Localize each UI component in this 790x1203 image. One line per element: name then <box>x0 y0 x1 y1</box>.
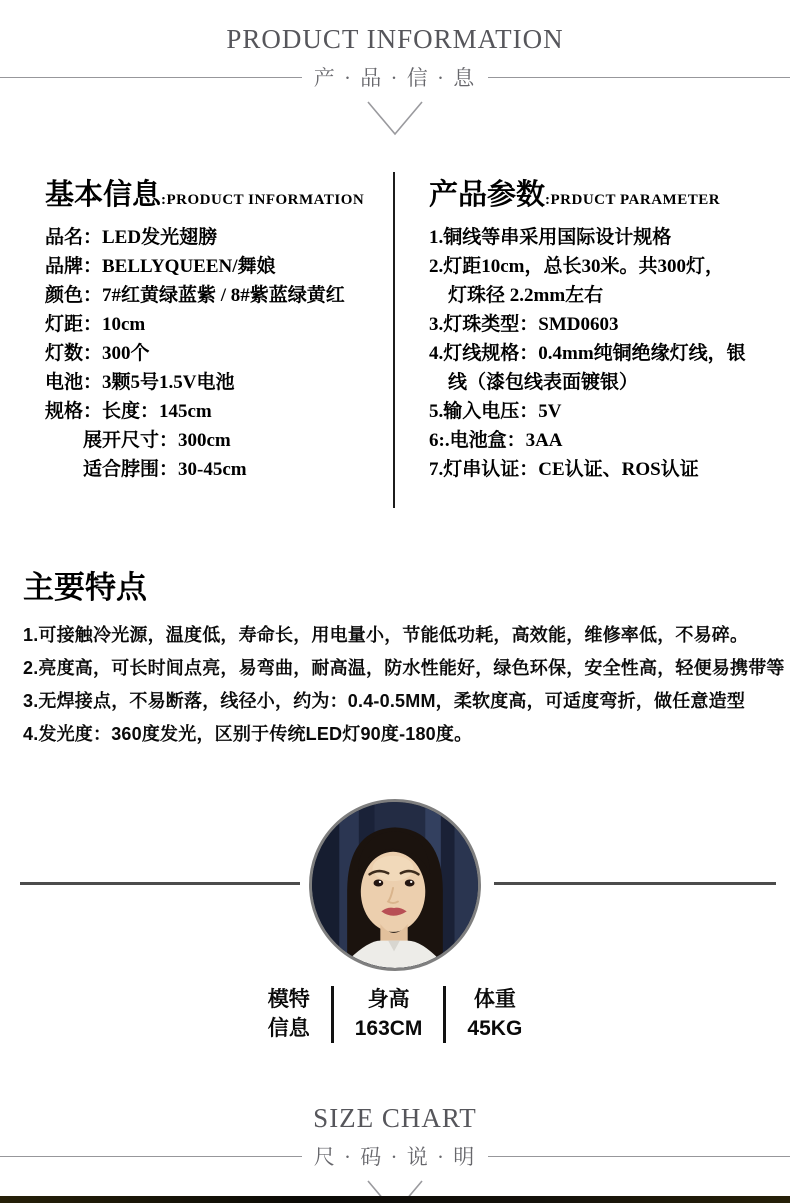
model-weight-cell <box>467 985 522 1043</box>
model-height-label: 身高 <box>367 988 410 1011</box>
basic-info-line: 灯距：10cm <box>45 314 146 335</box>
banner-rule-right <box>488 77 790 78</box>
features-title: 主要特点 <box>23 570 147 605</box>
features-list <box>23 619 785 751</box>
basic-info-subtitle: :PRODUCT INFORMATION <box>161 192 365 208</box>
banner-rule-left <box>0 77 302 78</box>
basic-info-line: 展开尺寸：300cm <box>83 430 231 451</box>
basic-info-line: 品名：LED发光翅膀 <box>45 227 218 248</box>
product-parameter-subtitle: :PRDUCT PARAMETER <box>545 192 721 208</box>
vertical-divider <box>443 986 446 1043</box>
model-photo-section <box>0 799 790 971</box>
size-chart-subtitle-row <box>0 1141 790 1171</box>
model-photo <box>309 799 481 971</box>
size-chart-title-zh: 尺 · 码 · 说 · 明 <box>313 1145 477 1169</box>
basic-info-line: 电池：3颗5号1.5V电池 <box>45 372 235 393</box>
banner-title-en: PRODUCT INFORMATION <box>226 24 564 54</box>
feature-line: 1.可接触冷光源，温度低，寿命长，用电量小，节能低功耗，高效能，维修率低，不易碎。 <box>23 625 749 645</box>
banner-title-zh: 产 · 品 · 信 · 息 <box>313 66 477 90</box>
banner-subtitle-row <box>0 62 790 92</box>
size-chart-rule-right <box>488 1156 790 1157</box>
model-label-line2: 信息 <box>267 1017 310 1040</box>
basic-info-heading <box>45 172 393 213</box>
vertical-divider <box>331 986 334 1043</box>
parameter-line: 灯珠径 2.2mm左右 <box>448 285 604 306</box>
model-weight-value: 45KG <box>467 1017 523 1040</box>
model-height-value: 163CM <box>354 1017 423 1040</box>
photo-rule-left <box>20 882 300 885</box>
next-section-edge <box>0 1196 790 1203</box>
feature-line: 4.发光度：360度发光，区别于传统LED灯90度-180度。 <box>23 724 473 744</box>
model-info-label-cell <box>268 985 310 1043</box>
parameter-line: 7.灯串认证：CE认证、ROS认证 <box>429 459 699 480</box>
basic-info-line: 品牌：BELLYQUEEN/舞娘 <box>45 256 276 277</box>
basic-info-line: 适合脖围：30-45cm <box>83 459 247 480</box>
parameter-line: 线（漆包线表面镀银） <box>448 372 639 393</box>
features-section <box>0 562 790 751</box>
product-information-banner <box>0 0 790 138</box>
info-columns <box>0 172 790 508</box>
product-parameter-heading <box>429 172 782 213</box>
size-chart-banner <box>0 1103 790 1203</box>
basic-info-line: 灯数：300个 <box>45 343 150 364</box>
parameter-line: 2.灯距10cm，总长30米。共300灯， <box>429 256 725 277</box>
product-parameter-column <box>393 172 782 508</box>
model-label-line1: 模特 <box>267 988 310 1011</box>
basic-info-title: 基本信息 <box>45 179 162 211</box>
model-weight-label: 体重 <box>473 988 516 1011</box>
parameter-line: 4.灯线规格：0.4mm纯铜绝缘灯线，银 <box>429 343 746 364</box>
parameter-line: 5.输入电压：5V <box>429 401 562 422</box>
model-info-bar <box>0 985 790 1043</box>
model-height-cell <box>355 985 423 1043</box>
parameter-line: 6:.电池盒：3AA <box>429 430 563 451</box>
model-portrait-illustration <box>312 802 478 968</box>
parameter-line: 1.铜线等串采用国际设计规格 <box>429 227 672 248</box>
size-chart-rule-left <box>0 1156 302 1157</box>
size-chart-title-en: SIZE CHART <box>313 1103 477 1133</box>
basic-info-column <box>45 172 393 508</box>
basic-info-line: 规格：长度：145cm <box>45 401 212 422</box>
photo-rule-right <box>494 882 776 885</box>
chevron-down-icon <box>366 100 424 138</box>
product-parameter-title: 产品参数 <box>429 179 546 211</box>
feature-line: 2.亮度高，可长时间点亮，易弯曲，耐高温，防水性能好，绿色环保，安全性高，轻便易携带等 <box>23 658 785 678</box>
basic-info-line: 颜色：7#红黄绿蓝紫 / 8#紫蓝绿黄红 <box>45 285 345 306</box>
parameter-line: 3.灯珠类型：SMD0603 <box>429 314 619 335</box>
feature-line: 3.无焊接点，不易断落，线径小，约为：0.4-0.5MM，柔软度高，可适度弯折，做任意造型 <box>23 691 746 711</box>
